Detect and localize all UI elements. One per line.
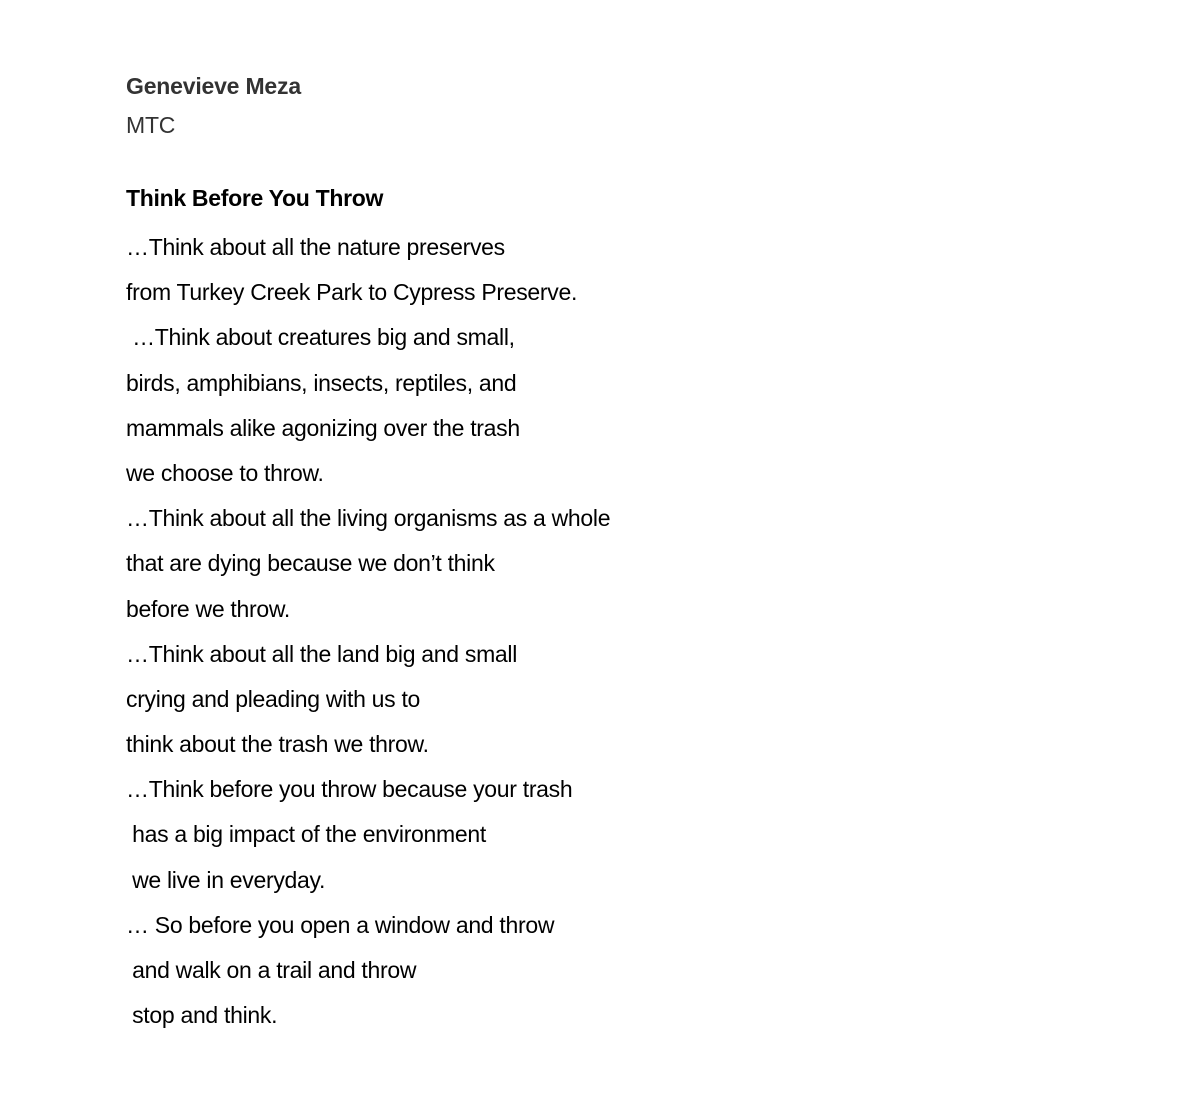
poem-line: we live in everyday. (126, 866, 326, 893)
poem-line: we choose to throw. (126, 459, 324, 486)
author-name: Genevieve Meza (126, 73, 301, 99)
poem (126, 180, 1026, 1038)
poem-line: …Think before you throw because your trash (126, 776, 573, 803)
poem-line: think about the trash we throw. (126, 731, 429, 758)
poem-lines (126, 225, 1026, 1038)
poem-line: mammals alike agonizing over the trash (126, 414, 520, 441)
poem-line: …Think about creatures big and small, (126, 324, 515, 351)
poem-line: crying and pleading with us to (126, 685, 421, 712)
poem-line: …Think about all the nature preserves (126, 234, 505, 260)
poem-line: has a big impact of the environment (126, 821, 486, 848)
poem-line: … So before you open a window and throw (126, 911, 555, 938)
poem-line: before we throw. (126, 595, 290, 622)
poem-line: …Think about all the land big and small (126, 640, 518, 667)
poem-line: stop and think. (126, 1002, 278, 1029)
poem-line: and walk on a trail and throw (126, 957, 417, 983)
poem-title: Think Before You Throw (126, 185, 384, 211)
author-organization: MTC (126, 112, 176, 138)
poem-line: from Turkey Creek Park to Cypress Preserve. (126, 279, 578, 306)
poem-line: …Think about all the living organisms as a whole (126, 505, 611, 532)
poem-line: that are dying because we don’t think (126, 550, 495, 577)
poem-line: birds, amphibians, insects, reptiles, and (126, 369, 517, 396)
author-block (126, 70, 301, 147)
